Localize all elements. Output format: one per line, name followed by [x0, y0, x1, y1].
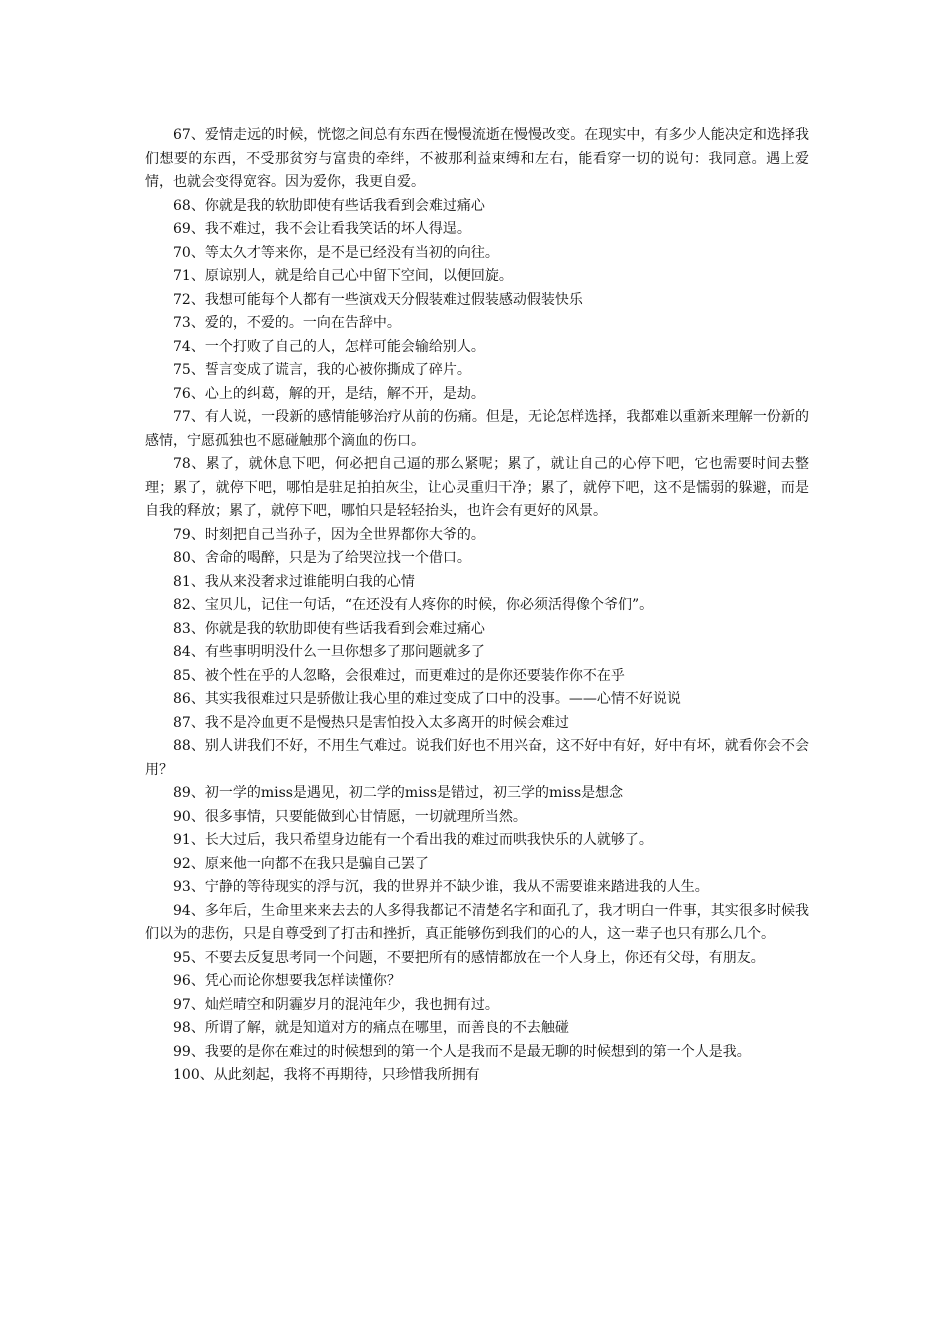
paragraph: 84、有些事明明没什么一旦你想多了那问题就多了 [173, 644, 485, 660]
paragraph: 70、等太久才等来你，是不是已经没有当初的向往。 [173, 244, 499, 261]
paragraph: 75、誓言变成了谎言，我的心被你撕成了碎片。 [173, 362, 471, 378]
paragraph: 94、多年后，生命里来来去去的人多得我都记不清楚名字和面孔了，我才明白一件事，其实很多时候我们以为的悲伤，只是自尊受到了打击和挫折，真正能够伤到我们的心的人，这一辈子也只有那么几个。 [145, 902, 809, 942]
paragraph: 83、你就是我的软肋即使有些话我看到会难过痛心 [173, 620, 485, 637]
paragraph: 91、长大过后，我只希望身边能有一个看出我的难过而哄我快乐的人就够了。 [173, 832, 653, 848]
paragraph: 79、时刻把自己当孙子，因为全世界都你大爷的。 [173, 526, 485, 543]
paragraph: 96、凭心而论你想要我怎样读懂你？ [173, 973, 401, 989]
paragraph: 100、从此刻起，我将不再期待，只珍惜我所拥有 [173, 1067, 480, 1083]
document-body [145, 124, 809, 1088]
paragraph: 90、很多事情，只要能做到心甘情愿，一切就理所当然。 [173, 808, 527, 825]
paragraph: 82、宝贝儿，记住一句话，“在还没有人疼你的时候，你必须活得像个爷们”。 [173, 597, 654, 613]
paragraph: 67、爱情走远的时候，恍惚之间总有东西在慢慢流逝在慢慢改变。在现实中，有多少人能决定和选择我们想要的东西，不受那贫穷与富贵的牵绊，不被那利益束缚和左右，能看穿一切的说句：我同意。遇上爱情，也就会变得宽容。因为爱你，我更自爱。 [145, 127, 809, 190]
paragraph: 77、有人说，一段新的感情能够治疗从前的伤痛。但是，无论怎样选择，我都难以重新来理解一份新的感情，宁愿孤独也不愿碰触那个滴血的伤口。 [145, 409, 809, 449]
paragraph: 99、我要的是你在难过的时候想到的第一个人是我而不是最无聊的时候想到的第一个人是我。 [173, 1043, 751, 1060]
paragraph: 93、宁静的等待现实的浮与沉，我的世界并不缺少谁，我从不需要谁来踏进我的人生。 [173, 879, 709, 895]
paragraph: 89、初一学的miss是遇见，初二学的miss是错过，初三学的miss是想念 [173, 785, 624, 801]
paragraph: 86、其实我很难过只是骄傲让我心里的难过变成了口中的没事。——心情不好说说 [173, 691, 681, 707]
paragraph: 87、我不是冷血更不是慢热只是害怕投入太多离开的时候会难过 [173, 714, 569, 731]
paragraph: 88、别人讲我们不好，不用生气难过。说我们好也不用兴奋，这不好中有好，好中有坏，就看你会不会用？ [145, 738, 809, 778]
paragraph: 78、累了，就休息下吧，何必把自己逼的那么紧呢；累了，就让自己的心停下吧，它也需要时间去整理；累了，就停下吧，哪怕是驻足拍拍灰尘，让心灵重归干净；累了，就停下吧，这不是懦弱的躲避，而是自我的释放；累了，就停下吧，哪怕只是轻轻抬头，也许会有更好的风景。 [145, 456, 809, 519]
paragraph: 68、你就是我的软肋即使有些话我看到会难过痛心 [173, 197, 485, 214]
paragraph: 80、舍命的喝醉，只是为了给哭泣找一个借口。 [173, 550, 471, 566]
paragraph: 69、我不难过，我不会让看我笑话的坏人得逞。 [173, 221, 471, 237]
paragraph: 72、我想可能每个人都有一些演戏天分假装难过假装感动假装快乐 [173, 291, 583, 308]
paragraph: 74、一个打败了自己的人，怎样可能会输给别人。 [173, 338, 485, 355]
paragraph: 92、原来他一向都不在我只是骗自己罢了 [173, 855, 429, 872]
paragraph: 85、被个性在乎的人忽略，会很难过，而更难过的是你还要装作你不在乎 [173, 667, 625, 684]
paragraph: 73、爱的，不爱的。一向在告辞中。 [173, 315, 401, 331]
paragraph: 97、灿烂晴空和阴霾岁月的混沌年少，我也拥有过。 [173, 996, 499, 1013]
paragraph: 95、不要去反复思考同一个问题，不要把所有的感情都放在一个人身上，你还有父母，有朋友。 [173, 949, 765, 966]
paragraph: 76、心上的纠葛，解的开，是结，解不开，是劫。 [173, 385, 485, 402]
paragraph: 71、原谅别人，就是给自己心中留下空间，以便回旋。 [173, 268, 513, 284]
paragraph: 98、所谓了解，就是知道对方的痛点在哪里，而善良的不去触碰 [173, 1020, 569, 1036]
paragraph: 81、我从来没奢求过谁能明白我的心情 [173, 573, 415, 590]
